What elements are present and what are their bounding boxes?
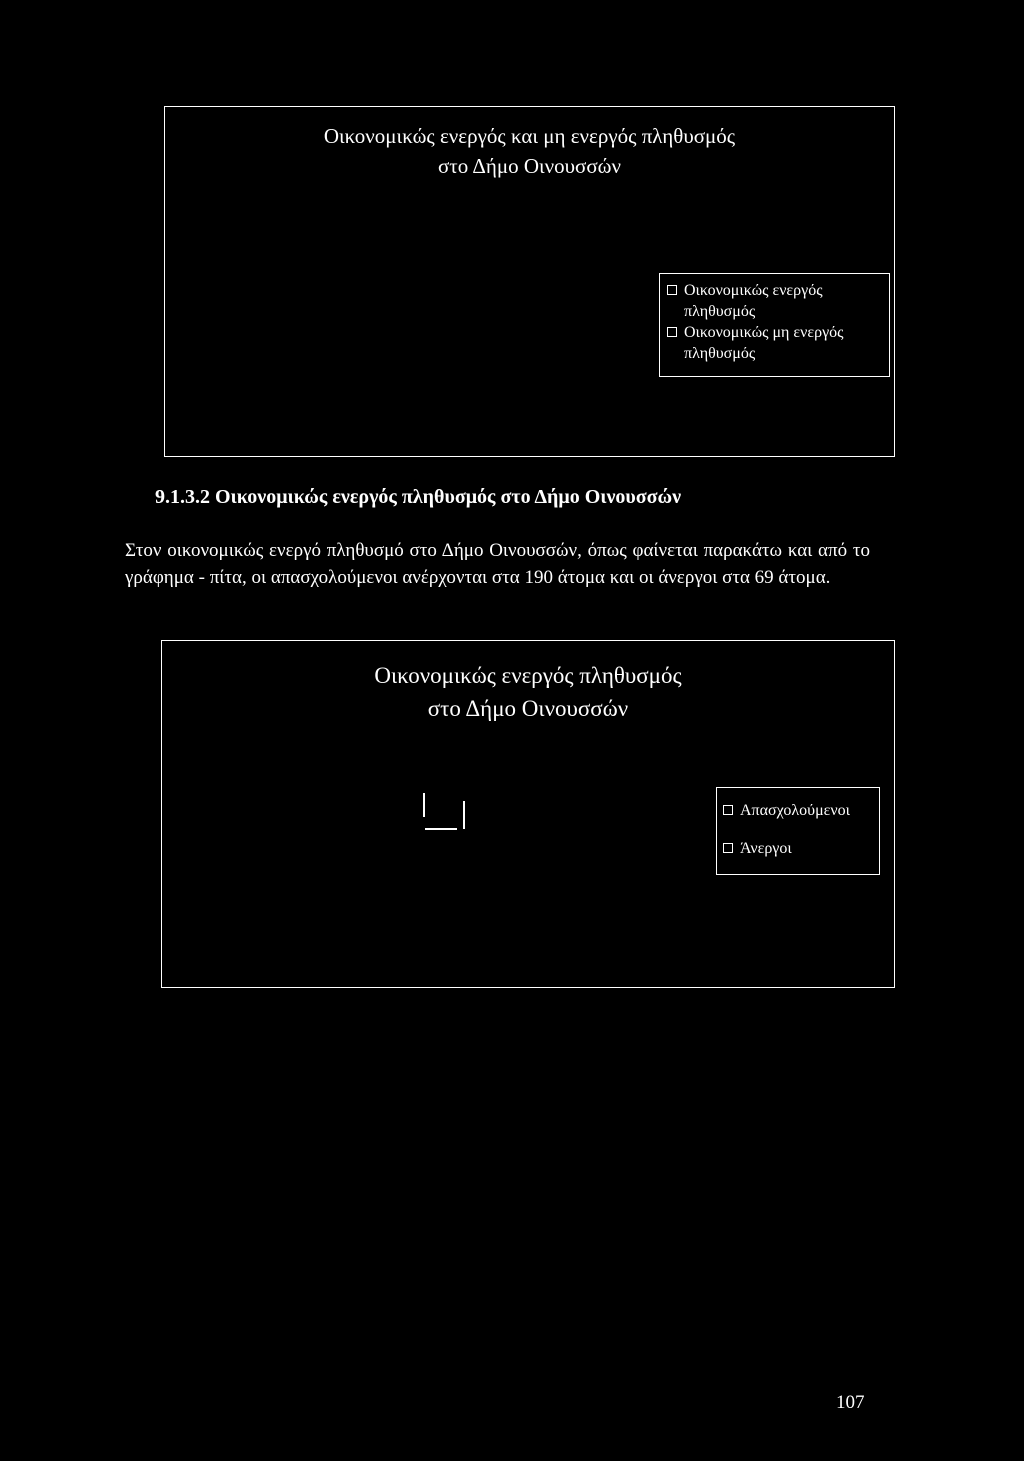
chart2-title-line1: Οικονομικώς ενεργός πληθυσμός (374, 663, 682, 688)
legend-swatch-icon (723, 805, 733, 815)
legend-label-line1: Οικονομικώς μη ενεργός (684, 324, 844, 341)
legend-swatch-icon (667, 327, 677, 337)
legend-label: Άνεργοι (740, 840, 792, 857)
legend-label (684, 322, 889, 364)
page-number: 107 (836, 1392, 865, 1413)
body-paragraph: Στον οικονομικώς ενεργό πληθυσμό στο Δήμο Οινουσσών, όπως φαίνεται παρακάτω και από το γράφημα - πίτα, οι απασχολούμενοι ανέρχονται στα 190 άτομα και οι άνεργοι στα 69 άτομα. (125, 540, 870, 588)
chart2-legend (716, 787, 880, 875)
legend-swatch-icon (667, 285, 677, 295)
legend-label (684, 280, 889, 322)
legend-item-inactive (667, 322, 889, 364)
chart2-title (162, 659, 894, 725)
section-heading: 9.1.3.2 Οικονομικώς ενεργός πληθυσμός στο Δήμο Οινουσσών (155, 486, 682, 508)
legend-item-employed (723, 800, 879, 822)
chart-active-population (161, 640, 895, 988)
chart1-title-line1: Οικονομικώς ενεργός και μη ενεργός πληθυσμός (323, 124, 736, 148)
legend-item-unemployed (723, 838, 879, 860)
legend-label-line1: Οικονομικώς ενεργός (684, 282, 823, 299)
chart1-title-line2: στο Δήμο Οινουσσών (437, 154, 621, 178)
chart2-title-line2: στο Δήμο Οινουσσών (427, 696, 629, 721)
legend-swatch-icon (723, 843, 733, 853)
pie-remnant-mark (419, 791, 467, 833)
legend-label: Απασχολούμενοι (740, 802, 850, 819)
chart-active-inactive-population (164, 106, 895, 457)
legend-label-line2: πληθυσμός (684, 303, 756, 320)
legend-item-active (667, 280, 889, 322)
chart1-legend (659, 273, 890, 377)
chart1-title (165, 121, 894, 181)
legend-label-line2: πληθυσμός (684, 345, 756, 362)
